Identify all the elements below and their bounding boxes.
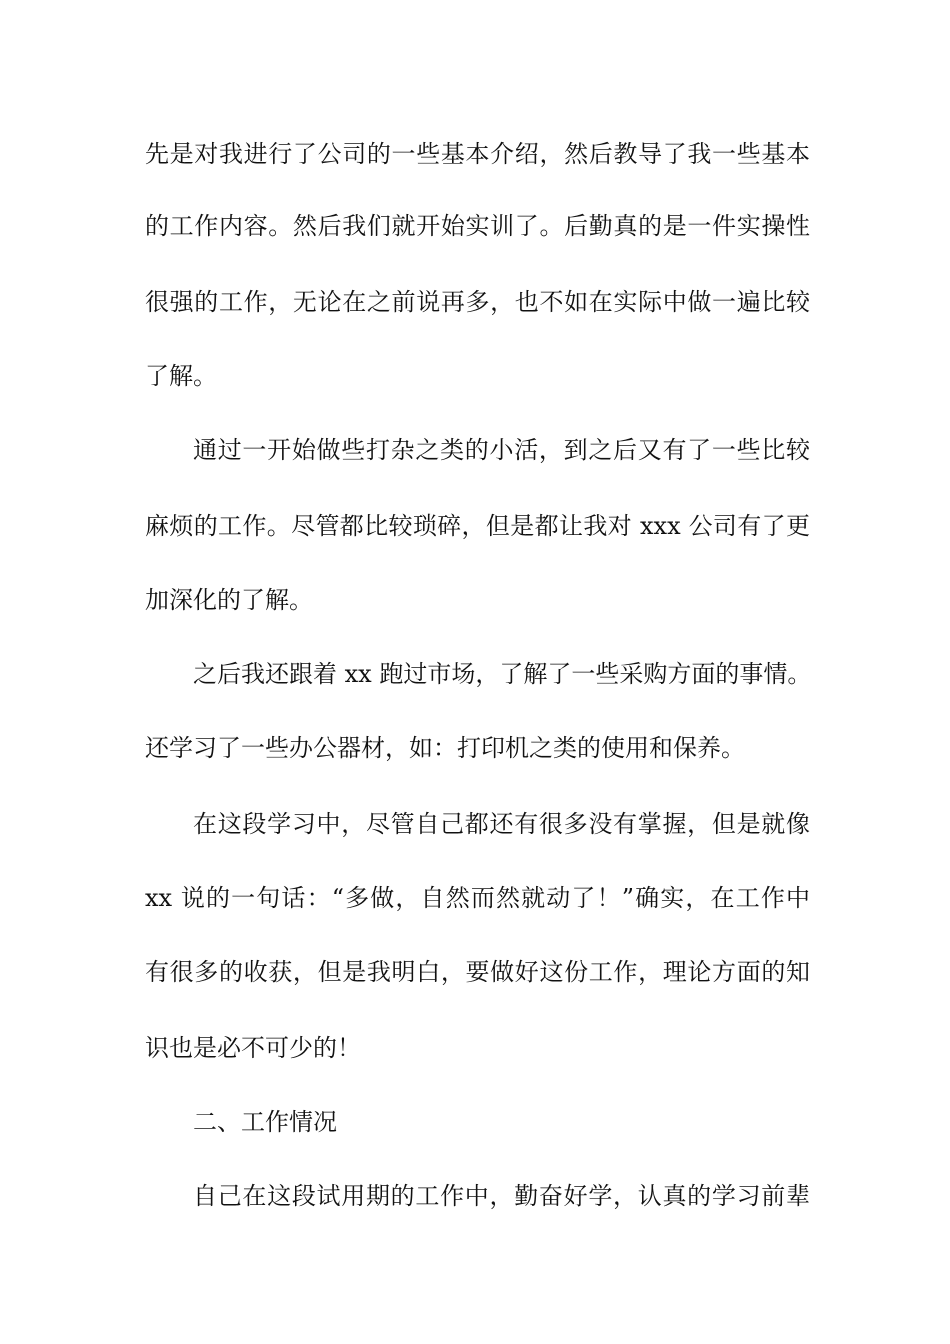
paragraph-line: 通过一开始做些打杂之类的小活，到之后又有了一些比较 [193,436,810,464]
paragraph-line: 自己在这段试用期的工作中，勤奋好学，认真的学习前辈 [193,1182,810,1210]
paragraph-line: 识也是必不可少的！ [145,1034,361,1062]
paragraph-line: 了解。 [145,362,217,390]
paragraph-line: 还学习了一些办公器材，如：打印机之类的使用和保养。 [145,734,745,762]
paragraph-line: 之后我还跟着 xx 跑过市场，了解了一些采购方面的事情。 [193,660,812,688]
paragraph-line: 麻烦的工作。尽管都比较琐碎，但是都让我对 xxx 公司有了更 [145,512,810,540]
paragraph-line: 有很多的收获，但是我明白，要做好这份工作，理论方面的知 [145,958,810,986]
paragraph-line: 在这段学习中，尽管自己都还有很多没有掌握，但是就像 [193,810,810,838]
paragraph-line: 先是对我进行了公司的一些基本介绍，然后教导了我一些基本 [145,140,810,168]
paragraph-line: 的工作内容。然后我们就开始实训了。后勤真的是一件实操性 [145,212,810,240]
section-heading: 二、工作情况 [193,1108,337,1136]
paragraph-line: 加深化的了解。 [145,586,313,614]
paragraph-line: xx 说的一句话：“多做，自然而然就动了！”确实，在工作中 [145,884,810,912]
paragraph-line: 很强的工作，无论在之前说再多，也不如在实际中做一遍比较 [145,288,810,316]
